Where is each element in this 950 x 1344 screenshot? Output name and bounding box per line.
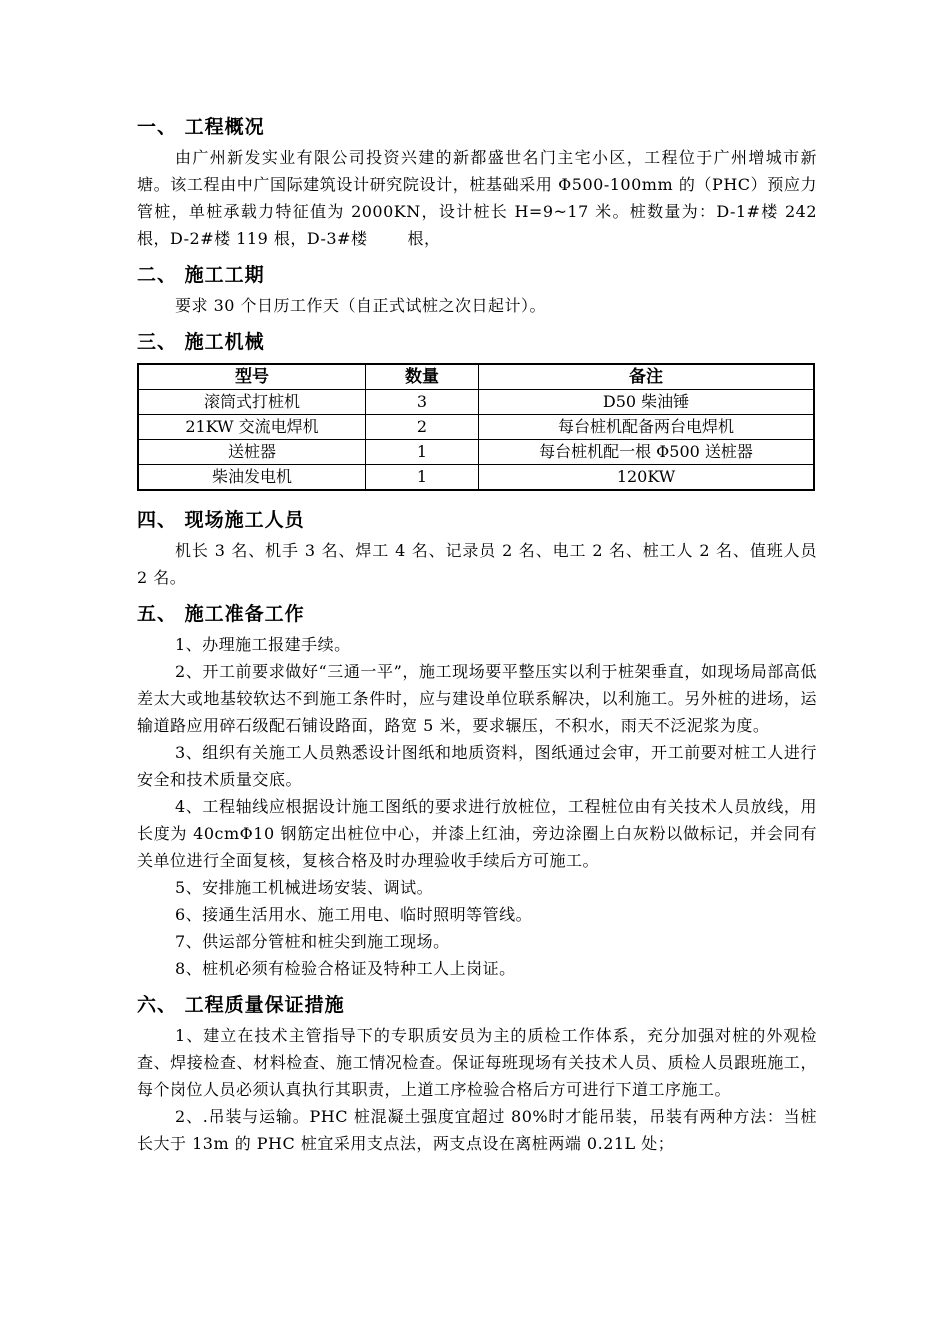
section-title-overview: 一、 工程概况: [137, 116, 265, 138]
machinery-table: [137, 363, 815, 491]
cell-model: 滚筒式打桩机: [138, 390, 366, 415]
header-model: 型号: [138, 364, 366, 390]
cell-remarks: 120KW: [479, 465, 815, 491]
document-body: [137, 110, 817, 1157]
section-title-personnel: 四、 现场施工人员: [137, 509, 305, 531]
header-remarks: 备注: [479, 364, 815, 390]
overview-text: 由广州新发实业有限公司投资兴建的新都盛世名门主宅小区，工程位于广州增城市新塘。该工程由中广国际建筑设计研究院设计，桩基础采用 Φ500-100mm 的（PHC）预应力管桩，单桩承载力特征值为 2000KN，设计桩长 H=9~17 米。桩数量为：D-1#楼 242 根，D-2#楼 119 根，D-3#楼: [137, 148, 817, 248]
prep-item: 2、开工前要求做好“三通一平”，施工现场要平整压实以利于桩架垂直，如现场局部高低差太大或地基较软达不到施工条件时，应与建设单位联系解决，以利施工。另外桩的进场，运输道路应用碎石级配石铺设路面，路宽 5 米，要求辗压，不积水，雨天不泛泥浆为度。: [137, 662, 817, 735]
prep-item: 4、工程轴线应根据设计施工图纸的要求进行放桩位，工程桩位由有关技术人员放线，用长度为 40cmΦ10 钢筋定出桩位中心，并漆上红油，旁边涂圈上白灰粉以做标记，并会同有关单位进行全面复核，复核合格及时办理验收手续后方可施工。: [137, 797, 817, 870]
table-row: [138, 415, 814, 440]
table-header-row: [138, 364, 814, 390]
cell-quantity: 3: [366, 390, 479, 415]
prep-item: 1、办理施工报建手续。: [175, 635, 351, 654]
quality-item: 2、.吊装与运输。PHC 桩混凝土强度宜超过 80%时才能吊装，吊装有两种方法：当桩长大于 13m 的 PHC 桩宜采用支点法，两支点设在离桩两端 0.21L 处；: [137, 1107, 817, 1153]
prep-item: 3、组织有关施工人员熟悉设计图纸和地质资料，图纸通过会审，开工前要对桩工人进行安全和技术质量交底。: [137, 743, 817, 789]
header-quantity: 数量: [366, 364, 479, 390]
cell-remarks: 每台桩机配备两台电焊机: [479, 415, 815, 440]
section-title-quality: 六、 工程质量保证措施: [137, 994, 345, 1016]
prep-item: 6、接通生活用水、施工用电、临时照明等管线。: [175, 905, 533, 924]
cell-model: 柴油发电机: [138, 465, 366, 491]
overview-paragraph: [137, 144, 817, 252]
cell-remarks: 每台桩机配一根 Φ500 送桩器: [479, 440, 815, 465]
cell-quantity: 1: [366, 465, 479, 491]
quality-item: 1、建立在技术主管指导下的专职质安员为主的质检工作体系，充分加强对桩的外观检查、焊接检查、材料检查、施工情况检查。保证每班现场有关技术人员、质检人员跟班施工，每个岗位人员必须认真执行其职责，上道工序检验合格后方可进行下道工序施工。: [137, 1026, 817, 1099]
overview-text-tail: 根，: [407, 229, 441, 248]
section-title-schedule: 二、 施工工期: [137, 264, 265, 286]
schedule-paragraph: 要求 30 个日历工作天（自正式试桩之次日起计）。: [175, 296, 547, 315]
cell-quantity: 1: [366, 440, 479, 465]
section-title-machinery: 三、 施工机械: [137, 331, 265, 353]
prep-item: 7、供运部分管桩和桩尖到施工现场。: [175, 932, 450, 951]
table-row: [138, 390, 814, 415]
cell-remarks: D50 柴油锤: [479, 390, 815, 415]
table-row: [138, 440, 814, 465]
personnel-paragraph: 机长 3 名、机手 3 名、焊工 4 名、记录员 2 名、电工 2 名、桩工人 2 名、值班人员 2 名。: [137, 541, 817, 587]
prep-item: 5、安排施工机械进场安装、调试。: [175, 878, 434, 897]
table-row: [138, 465, 814, 491]
cell-model: 21KW 交流电焊机: [138, 415, 366, 440]
cell-quantity: 2: [366, 415, 479, 440]
cell-model: 送桩器: [138, 440, 366, 465]
section-title-preparation: 五、 施工准备工作: [137, 603, 305, 625]
prep-item: 8、桩机必须有检验合格证及特种工人上岗证。: [175, 959, 516, 978]
